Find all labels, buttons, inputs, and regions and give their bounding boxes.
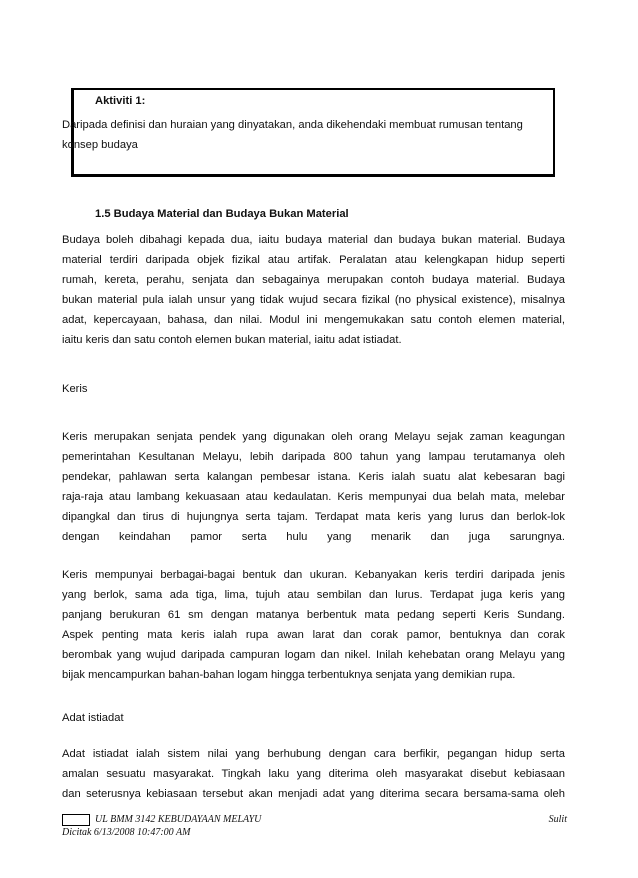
paragraph-line: pendekar, pahlawan serta kalangan pembesar istana. Keris ialah suatu alat kebesaran bagi: [62, 471, 565, 483]
paragraph-line: iaitu keris dan satu contoh elemen bukan material, iaitu adat istiadat.: [62, 334, 402, 346]
paragraph-line: berombak yang wujud daripada campuran logam dan nikel. Inilah kehebatan orang Melayu yang: [62, 649, 565, 661]
footer-page-box: [62, 814, 90, 826]
paragraph-line: Adat istiadat ialah sistem nilai yang berhubung dengan cara berfikir, pegangan hidup serta: [62, 748, 565, 760]
paragraph-line: pemerintahan Kesultanan Melayu, lebih daripada 800 tahun yang lampau terutamanya oleh: [62, 451, 565, 463]
activity-instructions: [62, 115, 554, 155]
paragraph-line: Keris mempunyai berbagai-bagai bentuk dan ukuran. Kebanyakan keris terdiri daripada jenis: [62, 569, 565, 581]
section-heading: 1.5 Budaya Material dan Budaya Bukan Material: [95, 208, 349, 220]
paragraph-line: Keris merupakan senjata pendek yang digunakan oleh orang Melayu sejak zaman keagungan: [62, 431, 565, 443]
footer-classification: Sulit: [548, 814, 567, 825]
paragraph-line: yang berlok, sama ada tiga, lima, tujuh atau sembilan dan lurus. Terdapat juga keris yang: [62, 589, 565, 601]
paragraph-budaya: [62, 230, 565, 350]
paragraph-line: material terdiri daripada objek fizikal atau artifak. Peralatan atau kelengkapan hidup seperti: [62, 254, 565, 266]
paragraph-line: dengan keindahan pamor serta hulu yang menarik dan juga sarungnya.: [62, 531, 565, 543]
paragraph-line: dan seterusnya kebiasaan tersebut akan menjadi adat yang diterima secara bersama-sama oleh: [62, 788, 565, 800]
paragraph-line: adat, kepercayaan, bahasa, dan nilai. Modul ini mengemukakan satu contoh elemen material,: [62, 314, 565, 326]
paragraph-line: bijak mencampurkan bahan-bahan logam hingga terbentuknya senjata yang demikian rupa.: [62, 669, 516, 681]
paragraph-line: dipangkal dan tirus di hujungnya serta tajam. Terdapat mata keris yang lurus dan berlok-lok: [62, 511, 565, 523]
paragraph-line: raja-raja atau lambang kekuasaan atau kedaulatan. Keris mempunyai dua belah mata, melebar: [62, 491, 565, 503]
paragraph-keris-2: [62, 565, 565, 685]
paragraph-adat: [62, 744, 565, 804]
paragraph-line: bukan material pula ialah unsur yang tidak wujud secara fizikal (no physical existence), misalnya: [62, 294, 565, 306]
footer-module-code: UL BMM 3142 KEBUDAYAAN MELAYU: [95, 814, 262, 825]
adat-heading: Adat istiadat: [62, 712, 124, 724]
keris-heading: Keris: [62, 383, 88, 395]
activity-line: Daripada definisi dan huraian yang dinyatakan, anda dikehendaki membuat rumusan tentang: [62, 119, 523, 131]
paragraph-keris-1: [62, 427, 565, 547]
activity-title: Aktiviti 1:: [95, 95, 146, 107]
activity-line: konsep budaya: [62, 139, 138, 151]
paragraph-line: rumah, kereta, perahu, senjata dan sebagainya merupakan contoh budaya material. Budaya: [62, 274, 565, 286]
paragraph-line: panjang berukuran 61 sm dengan matanya berbentuk mata pedang seperti Keris Sundang.: [62, 609, 565, 621]
paragraph-line: Budaya boleh dibahagi kepada dua, iaitu budaya material dan budaya bukan material. Budaya: [62, 234, 565, 246]
paragraph-line: amalan sesuatu masyarakat. Tingkah laku yang diterima oleh masyarakat disebut kebiasaan: [62, 768, 565, 780]
paragraph-line: Aspek penting mata keris ialah rupa awan larat dan corak pamor, bentuknya dan corak: [62, 629, 565, 641]
footer-print-date: Dicitak 6/13/2008 10:47:00 AM: [62, 827, 191, 838]
